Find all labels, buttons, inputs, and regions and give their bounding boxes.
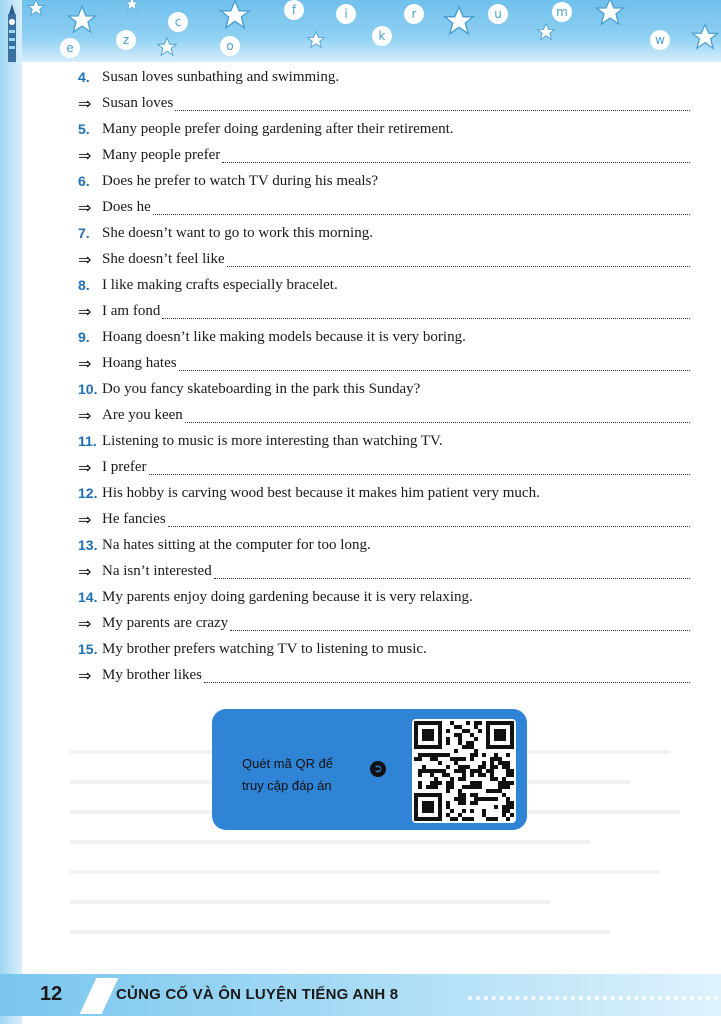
exercise-sentence: Does he prefer to watch TV during his meals? <box>102 172 379 189</box>
qr-answer-panel <box>212 709 527 830</box>
exercise-sentence-row <box>78 532 690 558</box>
implies-arrow-icon: ⇒ <box>78 509 92 529</box>
star-icon <box>306 30 326 50</box>
exercise-number: 4. <box>78 69 90 85</box>
implies-arrow-icon: ⇒ <box>78 197 92 217</box>
answer-blank[interactable] <box>153 200 690 215</box>
answer-blank[interactable] <box>179 356 690 371</box>
answer-blank[interactable] <box>222 148 690 163</box>
answer-prompt: My brother likes <box>102 666 202 683</box>
exercise-answer-row <box>78 662 690 688</box>
exercise-number: 13. <box>78 537 98 553</box>
exercise-sentence: Na hates sitting at the computer for too long. <box>102 536 371 553</box>
exercise-answer-row <box>78 194 690 220</box>
qr-code[interactable] <box>412 719 516 823</box>
star-icon <box>218 0 252 32</box>
exercise-sentence-row <box>78 220 690 246</box>
footer-dotted-line <box>468 992 718 1000</box>
answer-prompt: Does he <box>102 198 151 215</box>
header-letter: f <box>284 0 304 20</box>
answer-blank[interactable] <box>162 304 690 319</box>
header-letter: o <box>220 36 240 56</box>
implies-arrow-icon: ⇒ <box>78 249 92 269</box>
star-icon <box>442 4 476 38</box>
exercise-answer-row <box>78 610 690 636</box>
qr-line-2: truy cập đáp án <box>242 778 332 793</box>
header-letter: m <box>552 2 572 22</box>
qr-instruction <box>242 753 362 797</box>
answer-prompt: Hoang hates <box>102 354 177 371</box>
exercise-sentence: Listening to music is more interesting than watching TV. <box>102 432 443 449</box>
exercise-number: 6. <box>78 173 90 189</box>
star-icon <box>156 36 178 58</box>
exercise-sentence: His hobby is carving wood best because it makes him patient very much. <box>102 484 540 501</box>
answer-blank[interactable] <box>175 96 690 111</box>
arrow-right-icon: ➲ <box>370 761 386 777</box>
header-letter: k <box>372 26 392 46</box>
implies-arrow-icon: ⇒ <box>78 561 92 581</box>
answer-prompt: Many people prefer <box>102 146 221 163</box>
page-number: 12 <box>40 983 63 1005</box>
book-title: CỦNG CỐ VÀ ÔN LUYỆN TIẾNG ANH 8 <box>116 986 399 1003</box>
clock-tower-icon <box>4 4 20 62</box>
star-icon <box>66 4 98 36</box>
answer-blank[interactable] <box>185 408 690 423</box>
exercise-sentence-row <box>78 116 690 142</box>
implies-arrow-icon: ⇒ <box>78 665 92 685</box>
exercise-sentence: I like making crafts especially bracelet. <box>102 276 338 293</box>
star-icon <box>594 0 626 28</box>
star-icon <box>536 22 556 42</box>
exercise-sentence-row <box>78 376 690 402</box>
header-letter: r <box>404 4 424 24</box>
exercise-number: 12. <box>78 485 98 501</box>
exercise-sentence: She doesn’t want to go to work this morning. <box>102 224 373 241</box>
answer-blank[interactable] <box>227 252 690 267</box>
header-letter: u <box>488 4 508 24</box>
qr-line-1: Quét mã QR để <box>242 756 334 771</box>
exercise-sentence-row <box>78 64 690 90</box>
implies-arrow-icon: ⇒ <box>78 301 92 321</box>
exercise-sentence: My parents enjoy doing gardening because it is very relaxing. <box>102 588 473 605</box>
answer-prompt: Are you keen <box>102 406 183 423</box>
exercise-number: 15. <box>78 641 98 657</box>
exercise-answer-row <box>78 558 690 584</box>
exercise-sentence: Susan loves sunbathing and swimming. <box>102 68 340 85</box>
answer-prompt: My parents are crazy <box>102 614 229 631</box>
exercise-sentence: Do you fancy skateboarding in the park this Sunday? <box>102 380 421 397</box>
exercise-answer-row <box>78 142 690 168</box>
left-margin-strip <box>0 0 22 1024</box>
header-letter: w <box>650 30 670 50</box>
answer-blank[interactable] <box>168 512 690 527</box>
header-letter: i <box>336 4 356 24</box>
answer-prompt: I prefer <box>102 458 147 475</box>
exercise-number: 8. <box>78 277 90 293</box>
answer-prompt: He fancies <box>102 510 166 527</box>
header-decoration <box>0 0 721 62</box>
exercise-answer-row <box>78 298 690 324</box>
answer-blank[interactable] <box>204 668 690 683</box>
exercise-number: 7. <box>78 225 90 241</box>
exercise-sentence-row <box>78 272 690 298</box>
exercise-answer-row <box>78 350 690 376</box>
exercise-answer-row <box>78 246 690 272</box>
answer-prompt: I am fond <box>102 302 161 319</box>
exercise-answer-row <box>78 402 690 428</box>
exercise-answer-row <box>78 454 690 480</box>
answer-prompt: Susan loves <box>102 94 174 111</box>
exercise-number: 5. <box>78 121 90 137</box>
implies-arrow-icon: ⇒ <box>78 457 92 477</box>
star-icon <box>690 22 720 52</box>
exercise-number: 11. <box>78 433 97 449</box>
exercise-number: 9. <box>78 329 90 345</box>
exercise-sentence-row <box>78 480 690 506</box>
answer-blank[interactable] <box>149 460 690 475</box>
answer-blank[interactable] <box>230 616 690 631</box>
header-letter: z <box>116 30 136 50</box>
star-icon <box>26 0 46 18</box>
exercise-number: 10. <box>78 381 98 397</box>
implies-arrow-icon: ⇒ <box>78 353 92 373</box>
exercise-sentence: Many people prefer doing gardening after their retirement. <box>102 120 454 137</box>
exercise-answer-row <box>78 90 690 116</box>
exercise-sentence: Hoang doesn’t like making models because it is very boring. <box>102 328 466 345</box>
answer-prompt: She doesn’t feel like <box>102 250 225 267</box>
implies-arrow-icon: ⇒ <box>78 93 92 113</box>
exercise-sentence-row <box>78 324 690 350</box>
exercise-sentence: My brother prefers watching TV to listening to music. <box>102 640 427 657</box>
answer-blank[interactable] <box>214 564 690 579</box>
header-letter: c <box>168 12 188 32</box>
qr-code-pattern <box>412 719 516 823</box>
exercise-sentence-row <box>78 428 690 454</box>
exercise-list <box>78 64 690 688</box>
answer-prompt: Na isn’t interested <box>102 562 212 579</box>
implies-arrow-icon: ⇒ <box>78 405 92 425</box>
exercise-sentence-row <box>78 636 690 662</box>
header-letter: e <box>60 38 80 58</box>
implies-arrow-icon: ⇒ <box>78 145 92 165</box>
exercise-sentence-row <box>78 584 690 610</box>
exercise-answer-row <box>78 506 690 532</box>
implies-arrow-icon: ⇒ <box>78 613 92 633</box>
exercise-sentence-row <box>78 168 690 194</box>
exercise-number: 14. <box>78 589 98 605</box>
star-icon <box>124 0 140 12</box>
